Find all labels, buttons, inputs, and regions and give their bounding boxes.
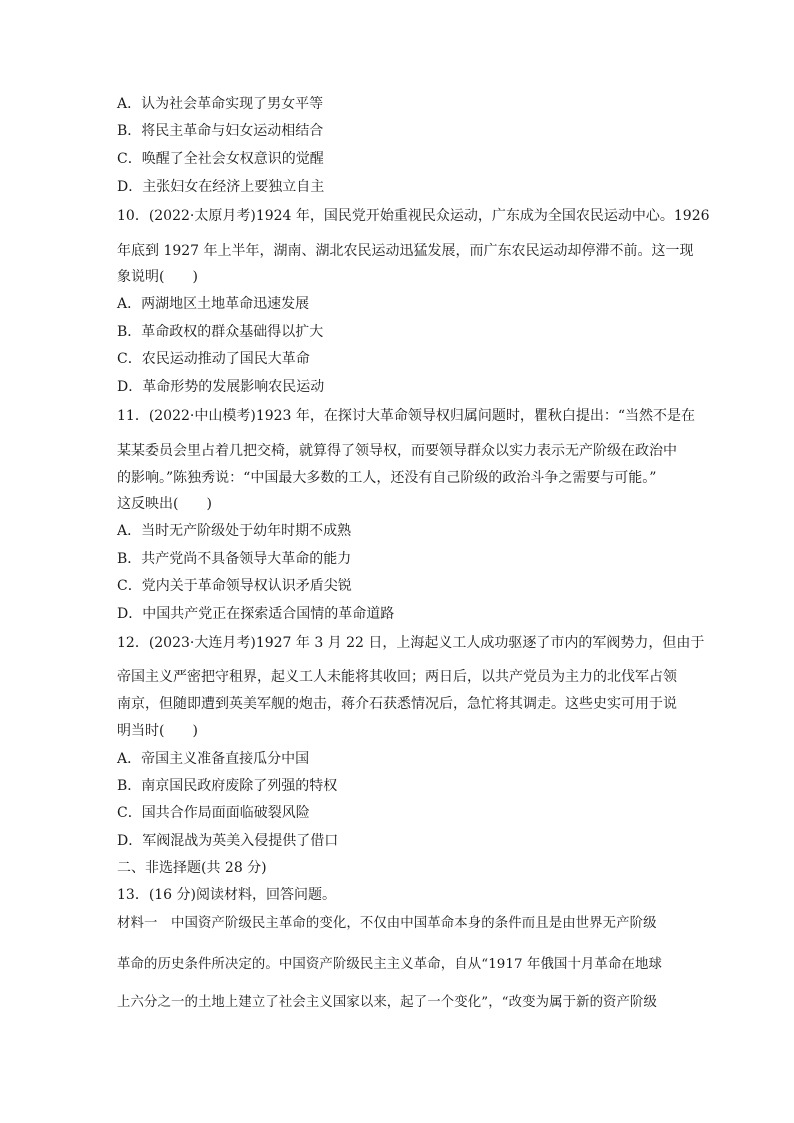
- material1-line-2: 革命的历史条件所决定的。中国资产阶级民主主义革命，自从“1917 年俄国十月革命在地球: [117, 957, 662, 972]
- q9-option-c: C．唤醒了全社会女权意识的觉醒: [117, 151, 324, 167]
- q9-option-d: D．主张妇女在经济上要独立自主: [117, 179, 325, 195]
- q11-option-d: D．中国共产党正在探索适合国情的革命道路: [117, 606, 395, 622]
- q12-stem-line-3: 南京，但随即遭到英美军舰的炮击，蒋介石获悉情况后，急忙将其调走。这些史实可用于说: [117, 696, 677, 712]
- q11-option-a: A．当时无产阶级处于幼年时期不成熟: [117, 523, 352, 539]
- material1-line-3: 上六分之一的土地上建立了社会主义国家以来，起了一个变化”，“改变为属于新的资产阶级: [117, 995, 658, 1010]
- q11-stem-line-1: 11．(2022·中山模考)1923 年，在探讨大革命领导权归属问题时，瞿秋白提出：“当然不是在: [117, 408, 696, 424]
- q11-stem-line-3: 的影响。”陈独秀说：“中国最大多数的工人，还没有自己阶级的政治斗争之需要与可能。”: [117, 470, 657, 486]
- q12-option-b: B．南京国民政府废除了列强的特权: [117, 778, 338, 794]
- q10-stem-line-2: 年底到 1927 年上半年，湖南、湖北农民运动迅猛发展，而广东农民运动却停滞不前。这一现: [117, 243, 694, 259]
- q12-stem-line-2: 帝国主义严密把守租界，起义工人未能将其收回；两日后，以共产党员为主力的北伐军占领: [117, 669, 677, 685]
- section-heading: 二、非选择题(共 28 分): [117, 860, 267, 876]
- q13-stem: 13．(16 分)阅读材料，回答问题。: [117, 887, 337, 903]
- q10-option-d: D．革命形势的发展影响农民运动: [117, 379, 325, 395]
- q9-option-a: A．认为社会革命实现了男女平等: [117, 96, 324, 112]
- q10-option-c: C．农民运动推动了国民大革命: [117, 351, 310, 367]
- q11-option-c: C．党内关于革命领导权认识矛盾尖锐: [117, 578, 352, 594]
- q11-stem-line-2: 某某委员会里占着几把交椅，就算得了领导权，而要领导群众以实力表示无产阶级在政治中: [117, 443, 677, 459]
- q12-stem-line-1: 12．(2023·大连月考)1927 年 3 月 22 日，上海起义工人成功驱逐了市内的军阀势力，但由于: [117, 635, 705, 651]
- q10-stem-line-3: 象说明( ): [117, 269, 198, 285]
- q12-option-a: A．帝国主义准备直接瓜分中国: [117, 751, 310, 767]
- q11-stem-line-4: 这反映出( ): [117, 496, 212, 512]
- q10-option-b: B．革命政权的群众基础得以扩大: [117, 324, 324, 340]
- q10-option-a: A．两湖地区土地革命迅速发展: [117, 296, 310, 312]
- q11-option-b: B．共产党尚不具备领导大革命的能力: [117, 551, 352, 567]
- q10-stem-line-1: 10．(2022·太原月考)1924 年，国民党开始重视民众运动，广东成为全国农民运动中心。1926: [117, 208, 710, 224]
- q12-stem-line-4: 明当时( ): [117, 723, 198, 739]
- q12-option-c: C．国共合作局面面临破裂风险: [117, 805, 310, 821]
- material1-line-1: 材料一 中国资产阶级民主革命的变化，不仅由中国革命本身的条件而且是由世界无产阶级: [117, 916, 657, 931]
- q12-option-d: D．军阀混战为英美入侵提供了借口: [117, 833, 339, 849]
- q9-option-b: B．将民主革命与妇女运动相结合: [117, 123, 324, 139]
